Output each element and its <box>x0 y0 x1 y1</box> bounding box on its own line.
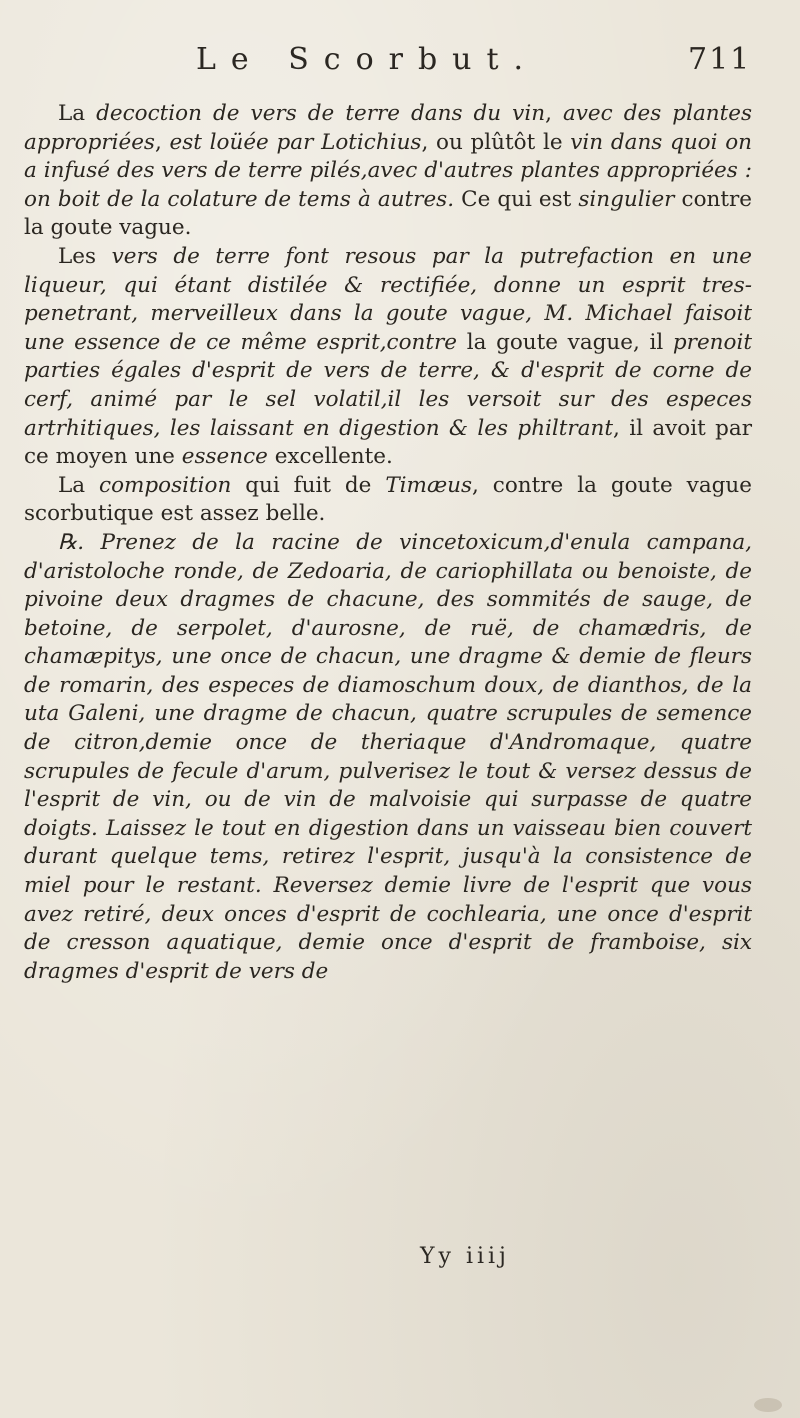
italic-text: vers de terre font resous par la putrefaction en une liqueur, qui étant distilée & rectifiée, donne un esprit tres-penetrant, merveilleux dans la goute vague, M. Michael faisoit une essence de ce même esprit,contre <box>24 243 753 355</box>
roman-text: La <box>58 101 97 126</box>
italic-text: decoction de vers de terre dans du vin <box>96 101 546 126</box>
paragraph <box>24 529 752 987</box>
paragraph <box>24 243 752 472</box>
italic-text: est loüée par Lotichius <box>169 129 422 155</box>
roman-text: , contre la goute vague scorbutique est assez belle. <box>24 472 752 527</box>
page-header <box>0 42 800 92</box>
italic-text: ℞. Prenez de la racine de vincetoxicum,d'enula campana, d'aristoloche ronde, de Zedoaria, de cariophillata ou benoiste, de pivoine deux dragmes de chacune, des sommités de sauge, de betoine, de serpolet, d'aurosne, de ruë, de chamædris, de chamæpitys, une once de chacun, une dragme & demie de fleurs de romarin, des especes de diamoschum doux, de dianthos, de la uta Galeni, une dragme de chacun, quatre scrupules de semence de citron,demie once de theriaque d'Andromaque, quatre scrupules de fecule d'arum, pulverisez le tout & versez dessus de l'esprit de vin, ou de vin de malvoisie qui surpasse de quatre doigts. Laissez le tout en digestion dans un vaisseau bien couvert durant quelque tems, retirez l'esprit, jusqu'à la consistence de miel pour le restant. Reversez demie livre de l'esprit que vous avez retiré, deux onces d'esprit de cochlearia, une once d'esprit de cresson aquatique, demie once d'esprit de framboise, six dragmes d'esprit de vers de <box>24 529 752 984</box>
roman-text: qui fuit de <box>231 472 386 498</box>
running-title: Le Scorbut. <box>196 42 539 77</box>
paper-stain <box>754 1398 782 1412</box>
roman-text: , <box>545 101 563 126</box>
italic-text: Timæus <box>385 472 473 498</box>
page-number: 711 <box>688 42 752 77</box>
italic-text: prenoit parties égales d'esprit de vers de terre, & d'esprit de corne de cerf, animé par le sel volatil,il les versoit sur des especes artrhitiques, les laissant en digestion & les philtrant <box>24 329 752 441</box>
italic-text: composition <box>99 472 232 498</box>
signature-mark: Yy iiij <box>420 1244 510 1269</box>
italic-text: singulier <box>578 186 675 212</box>
roman-text: , ou plûtôt le <box>421 129 571 155</box>
roman-text: contre la goute vague. <box>24 186 752 241</box>
roman-text: excellente. <box>267 444 393 470</box>
roman-text: la goute vague, il <box>457 329 673 355</box>
italic-text: essence <box>181 444 268 470</box>
italic-text: avec des plantes appropriées <box>24 101 753 155</box>
body-text <box>24 100 752 986</box>
roman-text: Ce qui est <box>454 186 579 212</box>
roman-text: La <box>58 472 100 498</box>
italic-text: vin dans quoi on a infusé des vers de terre pilés,avec d'autres plantes appropriées : on boit de la colature de tems à autres. <box>24 129 752 212</box>
roman-text: , <box>154 129 170 155</box>
roman-text: Les <box>58 243 112 269</box>
roman-text: , il avoit par ce moyen une <box>24 415 752 470</box>
paragraph <box>24 472 752 529</box>
paragraph <box>24 100 752 243</box>
